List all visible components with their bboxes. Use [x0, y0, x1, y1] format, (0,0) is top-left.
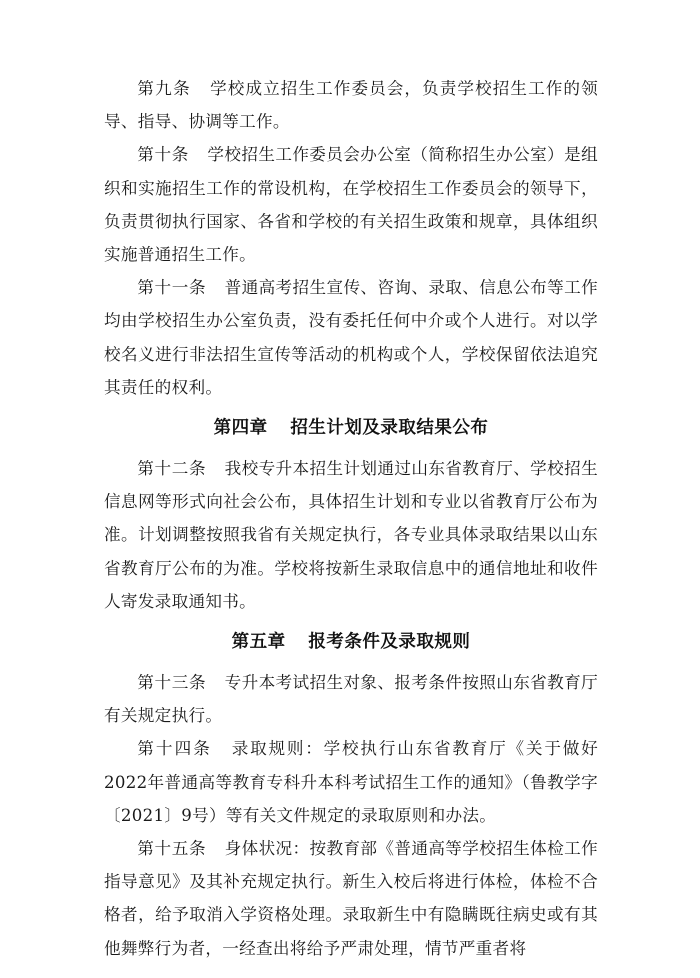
- chapter-number: 第五章: [231, 632, 286, 653]
- chapter-4-heading: [104, 404, 598, 452]
- article-number: 第十条: [137, 145, 190, 165]
- article-number: 第九条: [137, 79, 192, 98]
- article-11: [104, 271, 598, 404]
- article-10: [104, 138, 598, 271]
- chapter-title: 招生计划及录取结果公布: [290, 418, 489, 439]
- article-number: 第十四条: [137, 739, 212, 759]
- chapter-5-heading: [104, 618, 598, 666]
- article-number: 第十二条: [137, 459, 207, 479]
- article-12: [104, 452, 598, 618]
- article-number: 第十一条: [137, 278, 207, 298]
- article-number: 第十三条: [137, 673, 207, 693]
- chapter-title: 报考条件及录取规则: [308, 632, 471, 653]
- article-body: 学校招生工作委员会办公室（简称招生办公室）是组织和实施招生工作的常设机构，在学校招生工作委员会的领导下，负责贯彻执行国家、各省和学校的有关招生政策和规章，具体组织实施普通招生工作。: [104, 145, 598, 265]
- article-body: 身体状况：按教育部《普通高等学校招生体检工作指导意见》及其补充规定执行。新生入校后将进行体检，体检不合格者，给予取消入学资格处理。录取新生中有隐瞒既往病史或有其他舞弊行为者，一经查出将给予严肃处理，情节严重者将: [104, 839, 598, 958]
- article-9: [104, 72, 598, 138]
- article-number: 第十五条: [137, 839, 207, 859]
- article-body: 录取规则：学校执行山东省教育厅《关于做好2022年普通高等教育专科升本科考试招生工作的通知》（鲁教学字〔2021〕9号）等有关文件规定的录取原则和办法。: [104, 739, 598, 825]
- article-body: 普通高考招生宣传、咨询、录取、信息公布等工作均由学校招生办公室负责，没有委托任何中介或个人进行。对以学校名义进行非法招生宣传等活动的机构或个人，学校保留依法追究其责任的权利。: [104, 278, 598, 397]
- chapter-number: 第四章: [213, 418, 268, 439]
- article-15: [104, 832, 598, 965]
- article-body: 学校成立招生工作委员会，负责学校招生工作的领导、指导、协调等工作。: [104, 79, 598, 132]
- article-text-block: [104, 72, 598, 965]
- article-body: 专升本考试招生对象、报考条件按照山东省教育厅有关规定执行。: [104, 673, 598, 726]
- article-13: [104, 666, 598, 732]
- article-body: 我校专升本招生计划通过山东省教育厅、学校招生信息网等形式向社会公布，具体招生计划和专业以省教育厅公布为准。计划调整按照我省有关规定执行，各专业具体录取结果以山东省教育厅公布的为准。学校将按新生录取信息中的通信地址和收件人寄发录取通知书。: [104, 459, 598, 611]
- article-14: [104, 732, 598, 832]
